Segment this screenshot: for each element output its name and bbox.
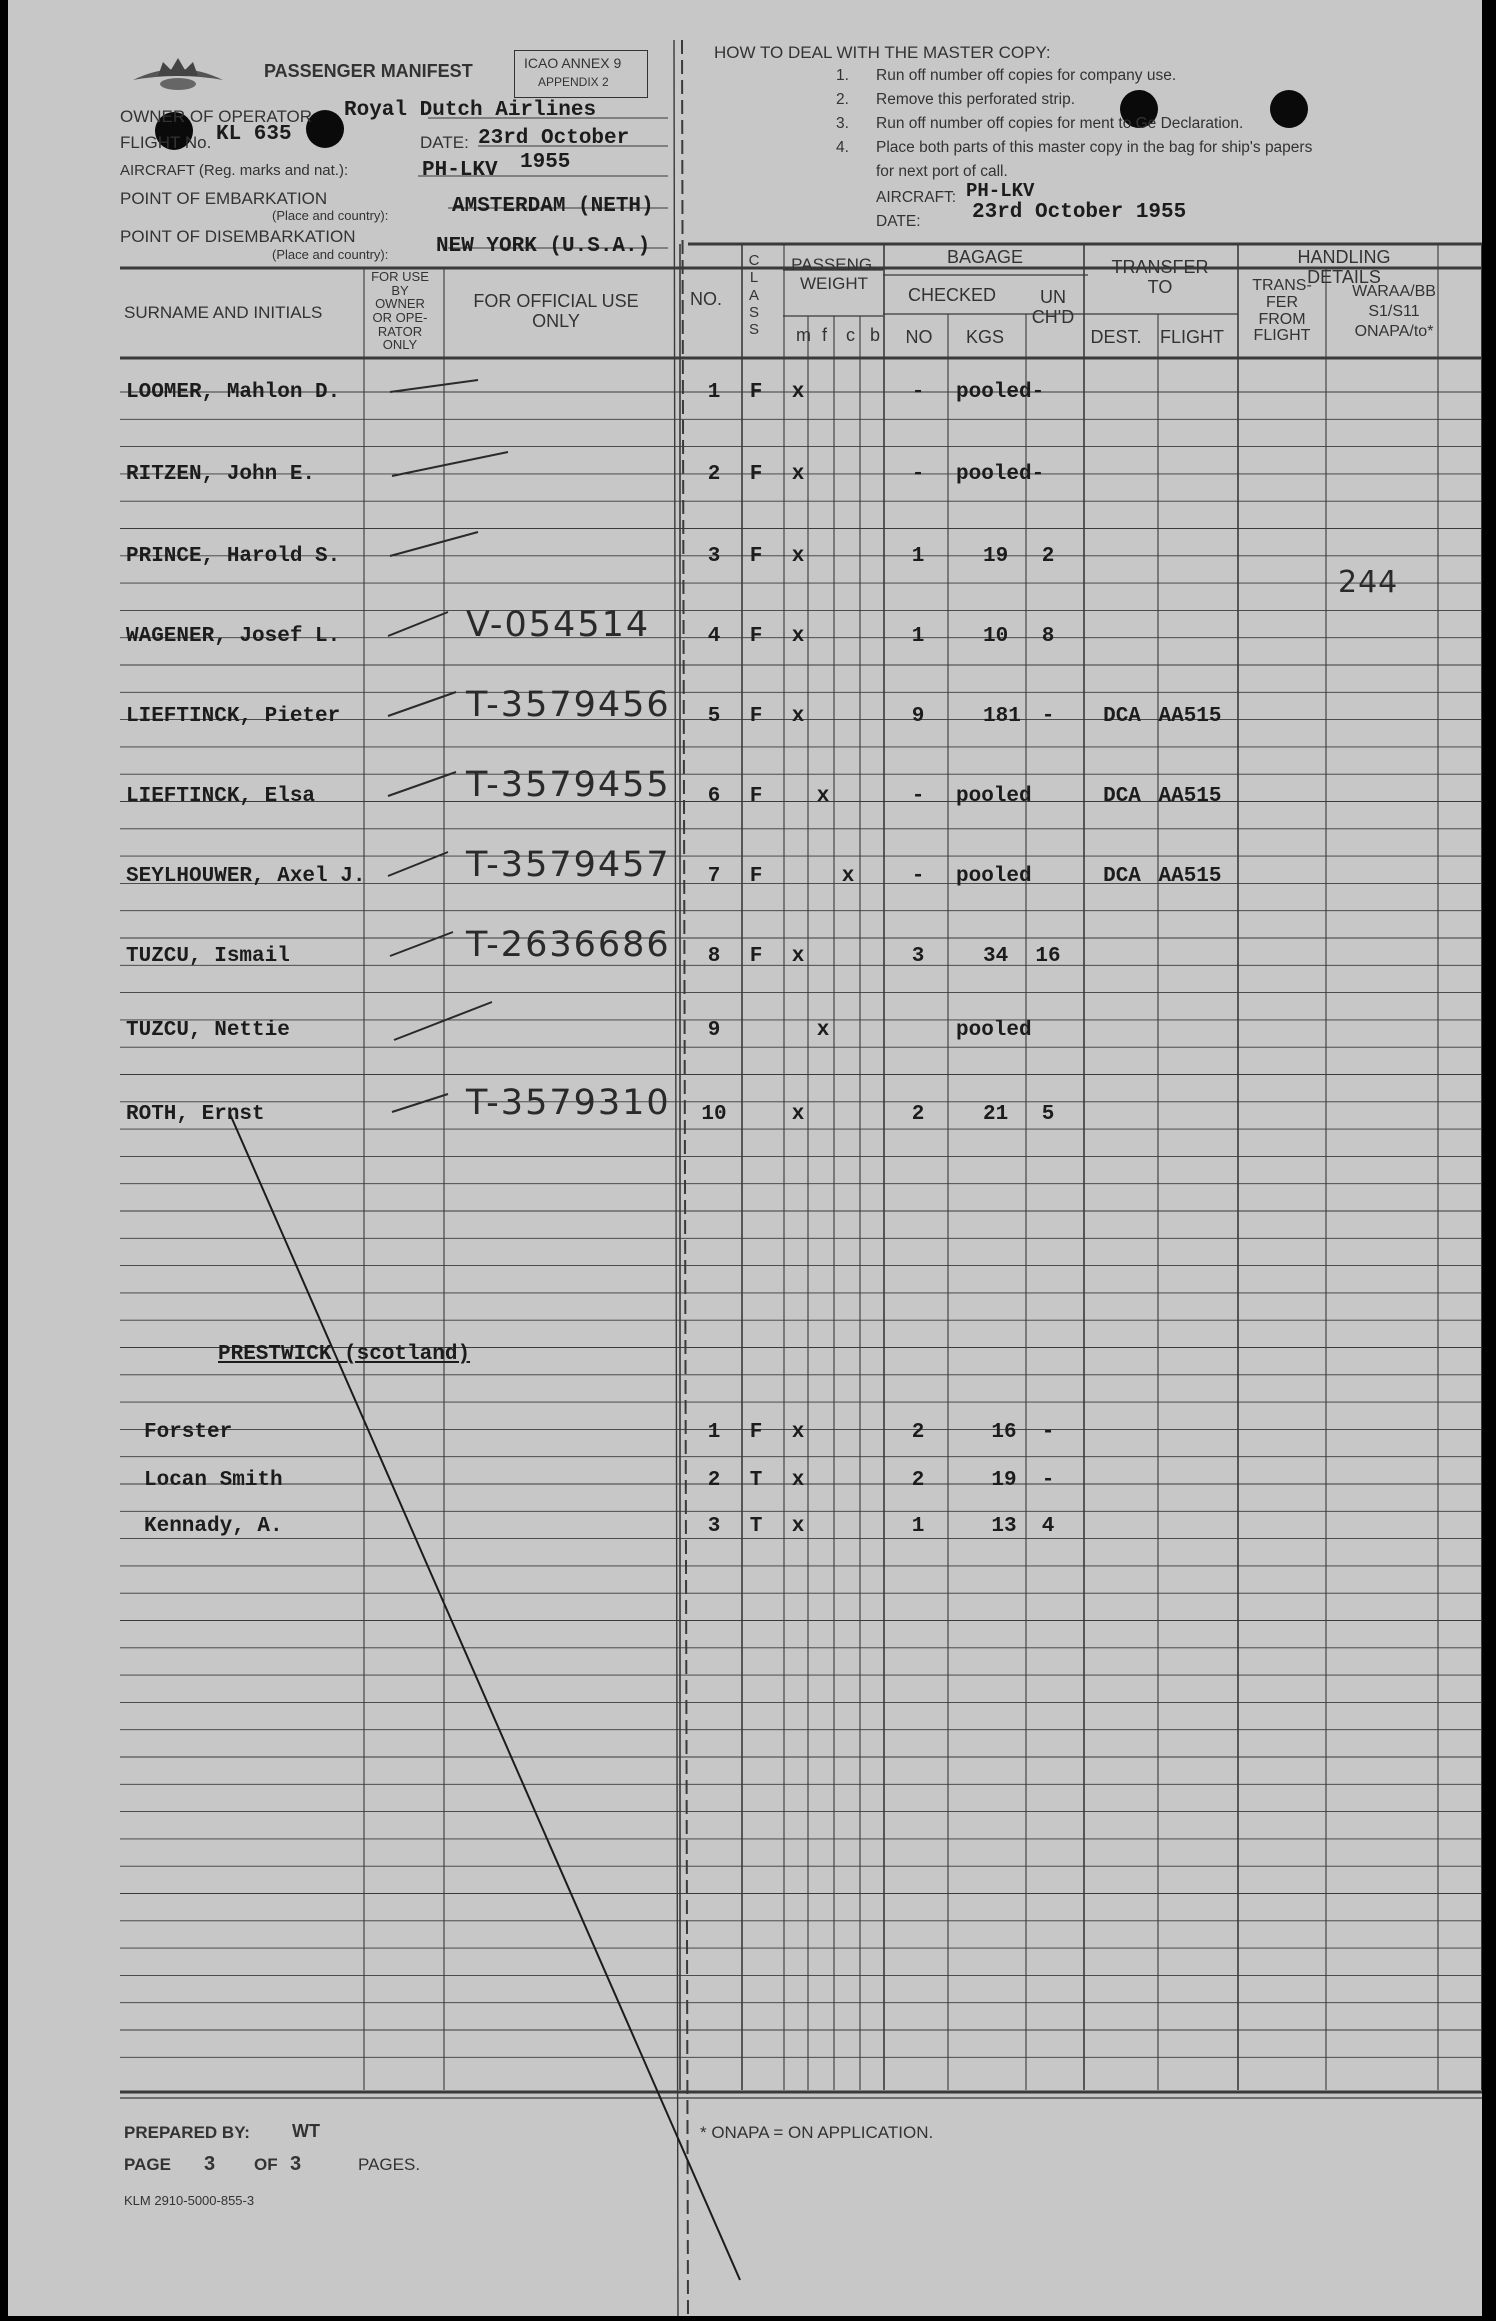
bag-unchd: - bbox=[1041, 1469, 1055, 1492]
bag-no: - bbox=[911, 785, 925, 808]
weight-m: x bbox=[791, 1103, 805, 1126]
col-transfer: TRANSFER TO bbox=[1111, 257, 1209, 297]
embark-value: AMSTERDAM (NETH) bbox=[452, 195, 654, 218]
bag-unchd: 16 bbox=[1035, 945, 1061, 968]
passenger-name: TUZCU, Ismail bbox=[126, 945, 290, 968]
col-transfer-from: TRANS- FER FROM FLIGHT bbox=[1252, 277, 1312, 345]
bag-kgs: 34 bbox=[983, 945, 1009, 968]
flight-value: KL 635 bbox=[216, 123, 292, 146]
embark-sub: (Place and country): bbox=[272, 208, 389, 223]
col-bag-no: NO bbox=[905, 327, 933, 347]
passenger-class: F bbox=[749, 865, 763, 888]
passenger-class: F bbox=[749, 785, 763, 808]
passenger-no: 2 bbox=[707, 463, 721, 486]
col-official: FOR OFFICIAL USE ONLY bbox=[473, 291, 639, 331]
instructions-title: HOW TO DEAL WITH THE MASTER COPY: bbox=[714, 43, 1051, 62]
bag-unchd: - bbox=[1041, 1421, 1055, 1444]
col-bagage: BAGAGE bbox=[946, 247, 1024, 267]
bag-no: 3 bbox=[911, 945, 925, 968]
bag-kgs: 19 bbox=[991, 1469, 1017, 1492]
bag-no: 2 bbox=[911, 1421, 925, 1444]
prepared-label: PREPARED BY: bbox=[124, 2123, 250, 2142]
pen-stroke bbox=[390, 532, 478, 556]
klm-crown-logo bbox=[128, 50, 228, 100]
passenger-class: F bbox=[749, 463, 763, 486]
page-value: 3 bbox=[204, 2153, 216, 2175]
bag-kgs: pooled- bbox=[956, 381, 1045, 404]
weight-sub-f: f bbox=[822, 325, 828, 345]
passenger-no: 1 bbox=[707, 381, 721, 404]
passenger-name: WAGENER, Josef L. bbox=[126, 625, 341, 648]
col-dest: DEST. bbox=[1090, 327, 1142, 347]
side-note-number: 244 bbox=[1338, 565, 1399, 600]
weight-sub-c: c bbox=[846, 325, 855, 345]
instr-aircraft-label: AIRCRAFT: bbox=[876, 189, 957, 206]
passenger-no: 10 bbox=[701, 1103, 727, 1126]
passport-number: T-3579457 bbox=[466, 845, 671, 885]
passenger-class: T bbox=[749, 1515, 763, 1538]
weight-m: x bbox=[791, 545, 805, 568]
bag-kgs: 19 bbox=[983, 545, 1009, 568]
passenger-name: RITZEN, John E. bbox=[126, 463, 316, 486]
instruction-number: 2. bbox=[836, 91, 849, 108]
col-handling: HANDLING DETAILS bbox=[1297, 247, 1391, 287]
weight-sub-b: b bbox=[870, 325, 881, 345]
disembark-label: POINT OF DISEMBARKATION bbox=[120, 227, 356, 246]
disembark-sub: (Place and country): bbox=[272, 247, 389, 262]
col-waraa: WARAA/BB S1/S11 ONAPA/to* bbox=[1352, 283, 1436, 340]
pages-label: PAGES. bbox=[358, 2155, 421, 2174]
col-for-use: FOR USE BY OWNER OR OPE- RATOR ONLY bbox=[371, 269, 429, 353]
passenger-no: 4 bbox=[707, 625, 721, 648]
section-title: PRESTWICK (scotland) bbox=[218, 1343, 471, 1366]
bag-unchd: 8 bbox=[1041, 625, 1055, 648]
passenger-no: 6 bbox=[707, 785, 721, 808]
passenger-name: LIEFTINCK, Elsa bbox=[126, 785, 316, 808]
passenger-name: Kennady, A. bbox=[144, 1515, 283, 1538]
passport-number: V-054514 bbox=[466, 605, 651, 645]
bag-no: 9 bbox=[911, 705, 925, 728]
bag-no: 1 bbox=[911, 545, 925, 568]
of-label: OF bbox=[254, 2155, 278, 2174]
pen-stroke bbox=[388, 612, 448, 636]
passport-number: T-3579455 bbox=[466, 765, 671, 805]
embark-label: POINT OF EMBARKATION bbox=[120, 189, 328, 208]
instruction-text: Remove this perforated strip. bbox=[876, 91, 1076, 108]
disembark-value: NEW YORK (U.S.A.) bbox=[436, 235, 651, 258]
instruction-number: 3. bbox=[836, 115, 849, 132]
passenger-class: T bbox=[749, 1469, 763, 1492]
passenger-class: F bbox=[749, 705, 763, 728]
instruction-number: 1. bbox=[836, 67, 849, 84]
icao-annex: ICAO ANNEX 9 bbox=[524, 55, 622, 71]
instruction-text: Run off number off copies for company use. bbox=[876, 67, 1177, 84]
bag-no: 2 bbox=[911, 1103, 925, 1126]
passenger-name: Locan Smith bbox=[144, 1469, 283, 1492]
passenger-no: 3 bbox=[707, 545, 721, 568]
instruction-text: Place both parts of this master copy in the bag for ship's papers bbox=[876, 139, 1313, 156]
passenger-class: F bbox=[749, 545, 763, 568]
weight-f: x bbox=[816, 1019, 830, 1042]
instruction-text: Run off number off copies for ment to Ge Declaration. bbox=[876, 115, 1244, 132]
of-value: 3 bbox=[290, 2153, 302, 2175]
pen-stroke bbox=[392, 452, 508, 476]
bag-kgs: 10 bbox=[983, 625, 1009, 648]
punch-hole bbox=[1270, 90, 1308, 128]
passenger-class: F bbox=[749, 381, 763, 404]
bag-kgs: 21 bbox=[983, 1103, 1009, 1126]
passenger-no: 7 bbox=[707, 865, 721, 888]
date-year: 1955 bbox=[520, 151, 571, 174]
col-unchd: UN CH'D bbox=[1031, 287, 1075, 327]
col-passeng-weight: PASSENG. WEIGHT bbox=[791, 255, 877, 293]
strike-through-line bbox=[230, 1114, 740, 2280]
manifest-sheet bbox=[8, 0, 1482, 2316]
passenger-class: F bbox=[749, 625, 763, 648]
passenger-class: F bbox=[749, 1421, 763, 1444]
transfer-dest: DCA bbox=[1103, 865, 1141, 888]
bag-kgs: pooled- bbox=[956, 463, 1045, 486]
form-code: KLM 2910-5000-855-3 bbox=[124, 2193, 255, 2208]
col-surname: SURNAME AND INITIALS bbox=[124, 303, 323, 322]
transfer-dest: DCA bbox=[1103, 705, 1141, 728]
pen-stroke bbox=[390, 380, 478, 392]
owner-label: OWNER OF OPERATOR bbox=[120, 107, 313, 126]
passenger-no: 2 bbox=[707, 1469, 721, 1492]
weight-m: x bbox=[791, 1469, 805, 1492]
instr-date-value: 23rd October 1955 bbox=[972, 201, 1187, 224]
manifest-title: PASSENGER MANIFEST bbox=[264, 61, 473, 81]
weight-m: x bbox=[791, 463, 805, 486]
owner-value: Royal Dutch Airlines bbox=[344, 99, 597, 122]
bag-kgs: pooled bbox=[956, 1019, 1032, 1042]
bag-kgs: pooled bbox=[956, 865, 1032, 888]
bag-unchd: - bbox=[1041, 705, 1055, 728]
bag-kgs: 181 bbox=[983, 705, 1021, 728]
passport-number: T-3579310 bbox=[466, 1083, 671, 1123]
col-flight: FLIGHT bbox=[1159, 327, 1225, 347]
aircraft-value: PH-LKV bbox=[422, 159, 498, 182]
weight-m: x bbox=[791, 1421, 805, 1444]
bag-no: 1 bbox=[911, 625, 925, 648]
page-label: PAGE bbox=[124, 2155, 171, 2174]
pen-stroke bbox=[388, 852, 448, 876]
instr-aircraft-value: PH-LKV bbox=[966, 180, 1035, 202]
icao-appendix: APPENDIX 2 bbox=[538, 75, 609, 89]
transfer-dest: DCA bbox=[1103, 785, 1141, 808]
bag-kgs: pooled bbox=[956, 785, 1032, 808]
transfer-flight: AA515 bbox=[1158, 785, 1222, 808]
instruction-text: for next port of call. bbox=[876, 163, 1008, 180]
pen-stroke bbox=[388, 692, 456, 716]
date-label: DATE: bbox=[420, 133, 469, 152]
bag-no: 2 bbox=[911, 1469, 925, 1492]
col-checked: CHECKED bbox=[907, 285, 997, 305]
transfer-flight: AA515 bbox=[1158, 705, 1222, 728]
weight-m: x bbox=[791, 381, 805, 404]
instr-date-label: DATE: bbox=[876, 213, 921, 230]
bag-kgs: 13 bbox=[991, 1515, 1017, 1538]
passenger-no: 1 bbox=[707, 1421, 721, 1444]
bag-unchd: 2 bbox=[1041, 545, 1055, 568]
col-no: NO. bbox=[689, 289, 723, 309]
col-class: C L A S S bbox=[748, 252, 760, 338]
flight-label: FLIGHT No. bbox=[120, 133, 212, 152]
bag-unchd: 5 bbox=[1041, 1103, 1055, 1126]
passenger-name: LOOMER, Mahlon D. bbox=[126, 381, 341, 404]
transfer-flight: AA515 bbox=[1158, 865, 1222, 888]
passenger-name: ROTH, Ernst bbox=[126, 1103, 265, 1126]
instruction-number: 4. bbox=[836, 139, 849, 156]
weight-m: x bbox=[791, 1515, 805, 1538]
passenger-name: SEYLHOUWER, Axel J. bbox=[126, 865, 366, 888]
weight-f: x bbox=[816, 785, 830, 808]
perforation-line bbox=[682, 40, 688, 2316]
passenger-name: TUZCU, Nettie bbox=[126, 1019, 290, 1042]
prepared-value: WT bbox=[292, 2121, 320, 2141]
passenger-no: 8 bbox=[707, 945, 721, 968]
weight-m: x bbox=[791, 625, 805, 648]
aircraft-label: AIRCRAFT (Reg. marks and nat.): bbox=[120, 162, 349, 179]
weight-m: x bbox=[791, 705, 805, 728]
passport-number: T-2636686 bbox=[466, 925, 671, 965]
ruling-lines bbox=[8, 0, 1482, 2316]
weight-sub-m: m bbox=[796, 325, 811, 345]
bag-no: - bbox=[911, 381, 925, 404]
passenger-no: 5 bbox=[707, 705, 721, 728]
passenger-no: 3 bbox=[707, 1515, 721, 1538]
passport-number: T-3579456 bbox=[466, 685, 671, 725]
pen-stroke bbox=[392, 1094, 448, 1112]
bag-no: - bbox=[911, 463, 925, 486]
passenger-no: 9 bbox=[707, 1019, 721, 1042]
bag-unchd: 4 bbox=[1041, 1515, 1055, 1538]
passenger-name: PRINCE, Harold S. bbox=[126, 545, 341, 568]
perforation-line bbox=[674, 40, 678, 2316]
weight-c: x bbox=[841, 865, 855, 888]
pen-stroke bbox=[388, 772, 456, 796]
col-kgs: KGS bbox=[965, 327, 1005, 347]
bag-no: - bbox=[911, 865, 925, 888]
passenger-name: Forster bbox=[144, 1421, 233, 1444]
bag-no: 1 bbox=[911, 1515, 925, 1538]
passenger-name: LIEFTINCK, Pieter bbox=[126, 705, 341, 728]
pen-stroke bbox=[394, 1002, 492, 1040]
footer-note: * ONAPA = ON APPLICATION. bbox=[700, 2123, 934, 2142]
bag-kgs: 16 bbox=[991, 1421, 1017, 1444]
passenger-class: F bbox=[749, 945, 763, 968]
date-value: 23rd October bbox=[478, 127, 630, 150]
weight-m: x bbox=[791, 945, 805, 968]
